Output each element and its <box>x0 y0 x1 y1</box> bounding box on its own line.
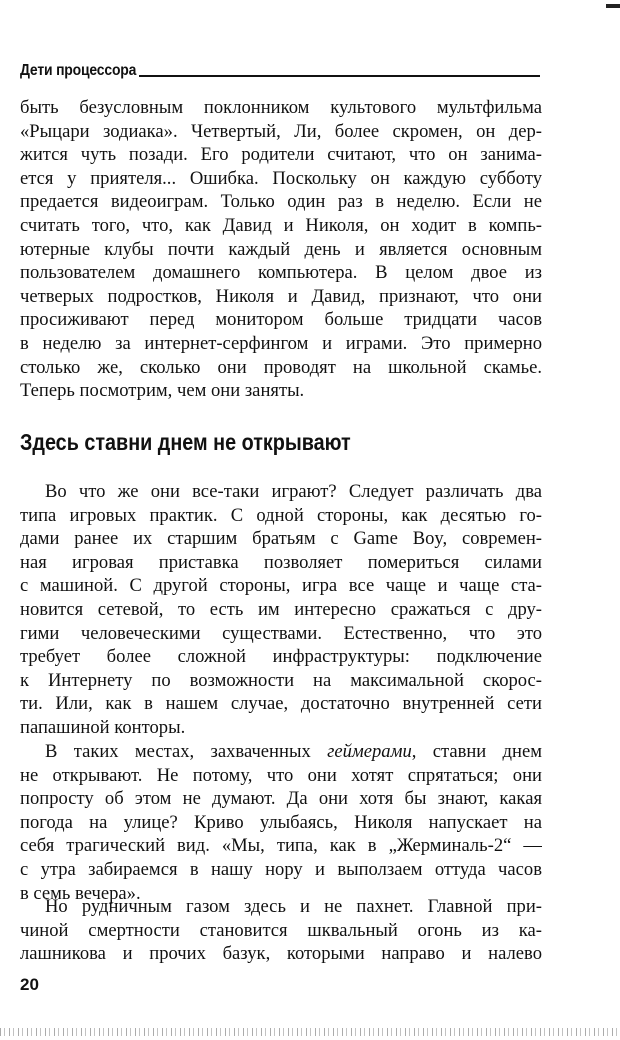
text-line: новится сетевой, то есть им интересно сражаться с дру- <box>20 598 542 620</box>
text-line: Теперь посмотрим, чем они заняты. <box>20 380 305 402</box>
text-line: себя трагический вид. «Мы, типа, как в „Жерминаль-2“ — <box>20 835 542 857</box>
running-title: Дети процессора <box>20 62 137 79</box>
text-line: жится чуть позади. Его родители считают, что он занима- <box>20 144 542 166</box>
text-line: столько же, сколько они проводят на школьной скамье. <box>20 356 542 378</box>
text-line: папашиной конторы. <box>20 716 186 738</box>
scan-edge-noise <box>0 1028 620 1036</box>
text-line: в неделю за интернет-серфингом и играми. Это примерно <box>20 332 542 354</box>
text-line: с утра забираемся в нашу нору и выползаем оттуда часов <box>20 858 542 880</box>
text-line: чиной смертности становится шквальный огонь из ка- <box>20 919 542 941</box>
text-line: лашникова и прочих базук, которыми направо и налево <box>20 943 542 965</box>
section-paragraph-2 <box>20 740 542 905</box>
text-line: дами ранее их старшим братьям с Game Boy, современ- <box>20 528 542 550</box>
section-paragraph-1 <box>20 480 542 740</box>
text-line <box>20 740 542 764</box>
text-line: попросту об этом не думают. Да они хотя бы знают, какая <box>20 788 542 810</box>
text-fragment: В таких местах, захваченных <box>45 741 328 762</box>
section-heading: Здесь ставни днем не открывают <box>20 429 351 455</box>
text-line: типа игровых практик. С одной стороны, как десятью го- <box>20 504 542 526</box>
text-line: к Интернету по возможности на максимальной скорос- <box>20 669 542 691</box>
text-line: Но рудничным газом здесь и не пахнет. Главной при- <box>45 896 542 917</box>
text-line: погода на улице? Криво улыбаясь, Николя напускает на <box>20 811 542 833</box>
text-line: ется у приятеля... Ошибка. Поскольку он каждую субботу <box>20 167 542 189</box>
text-line: ти. Или, как в нашем случае, достаточно внутренней сети <box>20 693 542 715</box>
text-line: не открывают. Не потому, что они хотят спрятаться; они <box>20 764 542 786</box>
intro-paragraph <box>20 96 542 403</box>
text-line: ютерные клубы почти каждый день и является основным <box>20 238 542 260</box>
text-line: четверых подростков, Николя и Давид, признают, что они <box>20 285 542 307</box>
page-number: 20 <box>20 975 39 994</box>
text-line: с машиной. С другой стороны, игра все чаще и чаще ста- <box>20 575 542 597</box>
section-paragraph-3 <box>20 895 542 966</box>
italic-term: геймерами <box>327 741 412 762</box>
text-fragment: , ставни днем <box>411 741 542 762</box>
header-rule <box>139 75 540 77</box>
scan-corner-mark <box>606 4 620 8</box>
text-line: предается видеоиграм. Только один раз в неделю. Если не <box>20 191 542 213</box>
text-line: считать того, что, как Давид и Николя, он ходит в компь- <box>20 214 542 236</box>
text-line: Во что же они все-таки играют? Следует различать два <box>45 481 542 502</box>
text-line: «Рыцари зодиака». Четвертый, Ли, более скромен, он дер- <box>20 120 542 142</box>
text-line: пользователем домашнего компьютера. В целом двое из <box>20 262 542 284</box>
running-header <box>20 58 540 80</box>
text-line: требует более сложной инфраструктуры: подключение <box>20 646 542 668</box>
text-line: быть безусловным поклонником культового мультфильма <box>20 97 542 118</box>
text-line: ная игровая приставка позволяет помериться силами <box>20 551 542 573</box>
text-line: просиживают перед монитором больше тридцати часов <box>20 309 542 331</box>
text-line: гими человеческими существами. Естественно, что это <box>20 622 542 644</box>
text-line: в семь вечера». <box>20 882 141 904</box>
